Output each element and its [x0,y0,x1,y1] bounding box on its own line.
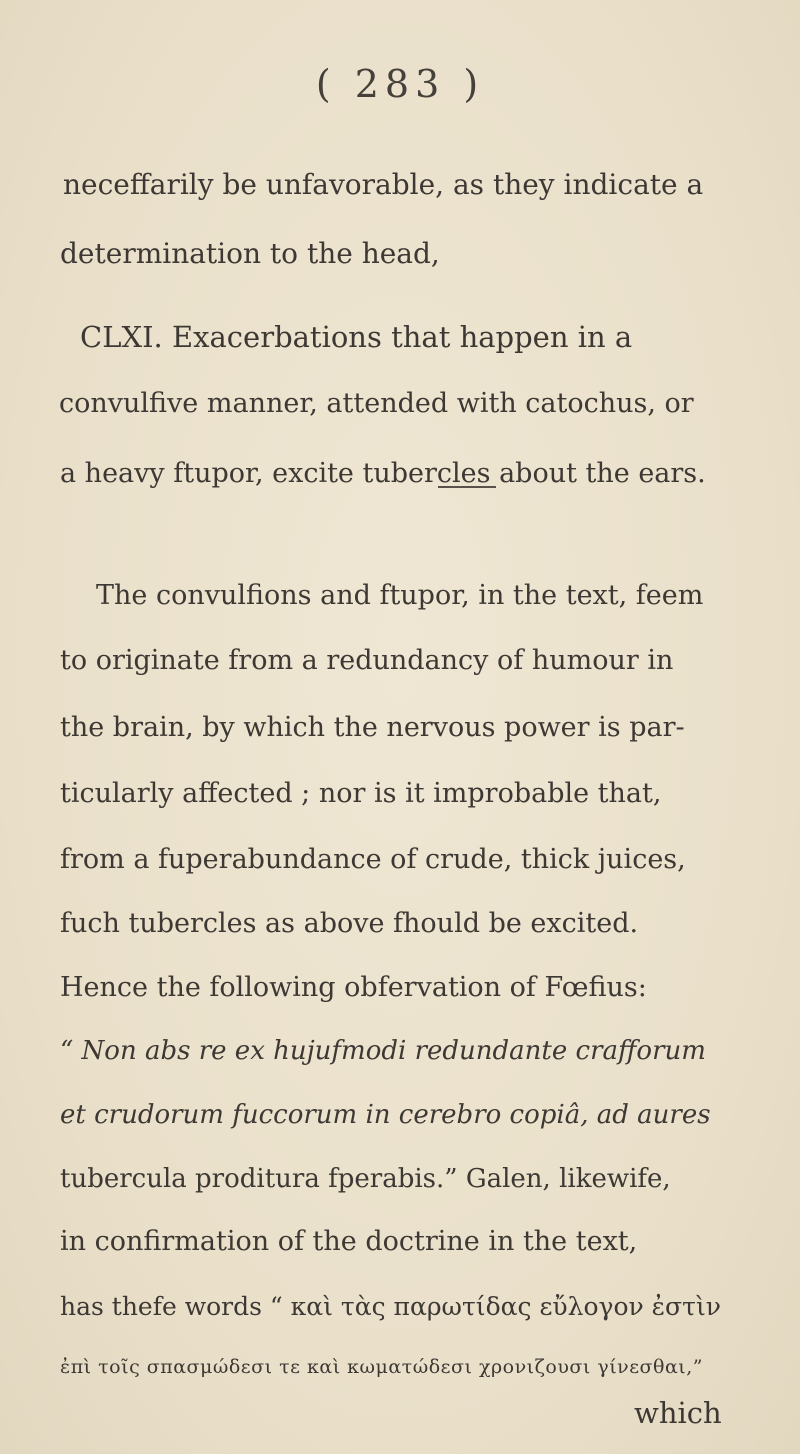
text-line-1: neceffarily be unfavorable, as they indicate a [63,168,704,201]
text-line-6: The convulfions and ftupor, in the text, feem [96,580,704,611]
text-line-18-greek: ἐπὶ τοῖς σπασμώδεσι τε καὶ κωματώδεσι χρονιζουσι γίνεσθαι,” [60,1356,703,1378]
text-line-16: in confirmation of the doctrine in the text, [60,1226,638,1257]
text-line-15: tubercula proditura fperabis.” Galen, likewife, [60,1164,671,1194]
text-line-12: Hence the following obfervation of Fœfius: [60,972,647,1003]
text-line-9: ticularly affected ; nor is it improbable that, [60,778,662,809]
text-line-13: “ Non abs re ex hujufmodi redundante crafforum [60,1036,706,1066]
text-line-17: has thefe words “ καὶ τὰς παρωτίδας εὔλογον ἐστὶν [60,1292,721,1321]
section-heading-clxi: CLXI. Exacerbations that happen in a [80,320,633,354]
text-line-11: fuch tubercles as above fhould be excited. [60,908,639,939]
text-line-14: et crudorum fuccorum in cerebro copiâ, ad aures [60,1100,711,1130]
text-line-5: a heavy ftupor, excite tubercles about the ears. [60,458,706,489]
section-divider [438,486,496,488]
catchword: which [634,1396,722,1430]
page-number: ( 283 ) [315,62,485,106]
text-line-8: the brain, by which the nervous power is par- [60,712,685,743]
text-line-2: determination to the head, [60,237,440,270]
text-line-10: from a fuperabundance of crude, thick juices, [60,844,686,875]
text-line-7: to originate from a redundancy of humour in [60,645,674,676]
text-line-4: convulfive manner, attended with catochus, or [59,388,694,419]
